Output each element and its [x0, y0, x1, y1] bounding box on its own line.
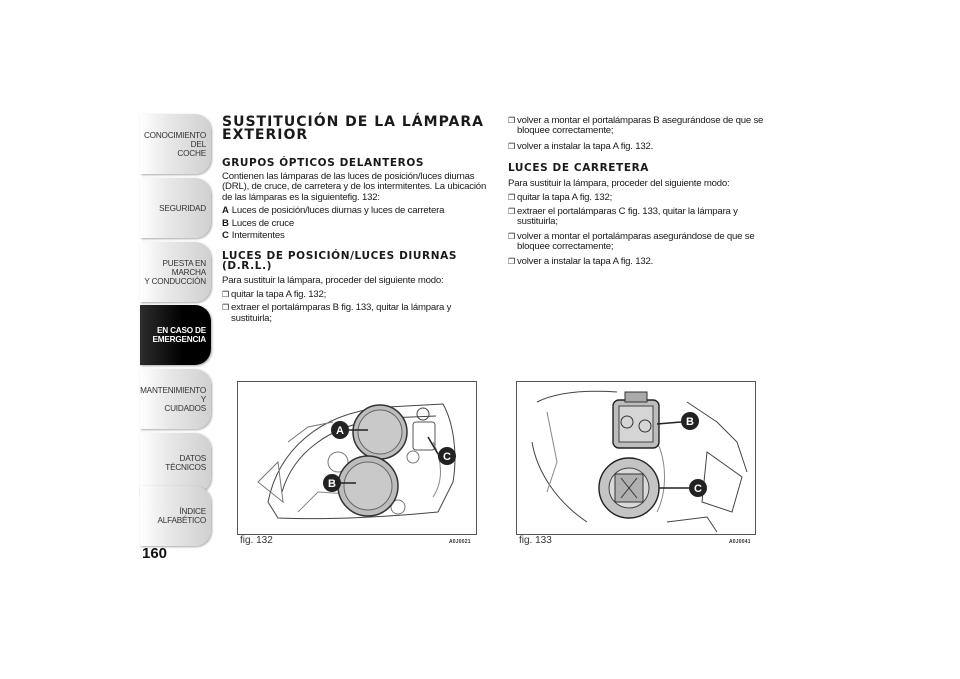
bullet-box-icon: ❒: [222, 303, 229, 313]
bullet-box-icon: ❒: [508, 256, 515, 266]
legend-key: A: [222, 205, 229, 217]
bullet-box-icon: ❒: [508, 192, 515, 202]
figure-caption: fig. 133: [519, 535, 552, 546]
step-item: ❒ volver a instalar la tapa A fig. 132.: [508, 140, 654, 152]
figure-133: [516, 381, 756, 535]
legend-key: C: [222, 230, 229, 242]
column-right: [508, 116, 780, 267]
step-item: ❒ volver a instalar la tapa A fig. 132.: [508, 255, 654, 267]
tab-seguridad[interactable]: [140, 178, 211, 238]
legend-row: [222, 219, 494, 229]
figure-label-c: C: [694, 483, 702, 495]
figure-caption: fig. 132: [240, 535, 273, 546]
tab-puesta-en-marcha[interactable]: [140, 242, 211, 302]
section-heading-luces-carretera: LUCES DE CARRETERA: [508, 162, 650, 175]
bullet-box-icon: ❒: [508, 116, 515, 125]
tab-label: CONOCIMIENTO DEL COCHE: [143, 130, 206, 158]
step-item: ❒ quitar la tapa A fig. 132;: [222, 288, 327, 300]
legend-key: B: [222, 217, 229, 229]
legend-text: Luces de posición/luces diurnas y luces de carretera: [231, 205, 445, 217]
step-item: ❒ quitar la tapa A fig. 132;: [508, 191, 613, 203]
legend-row: [222, 206, 494, 216]
page-number: 160: [142, 545, 168, 562]
tab-conocimiento-del-coche[interactable]: [140, 114, 211, 174]
section-paragraph: Contienen las lámparas de las luces de posición/luces diurnas (DRL), de cruce, de carretera y de los intermitentes. La ubicación de las lámparas es la siguientefig. 132:: [222, 171, 487, 203]
section-intro: Para sustituir la lámpara, proceder del siguiente modo:: [222, 275, 444, 287]
tab-label: PUESTA EN MARCHA Y CONDUCCIÓN: [144, 258, 206, 286]
page-title: SUSTITUCIÓN DE LA LÁMPARA EXTERIOR: [222, 114, 484, 143]
tab-label: MANTENIMIENTO Y CUIDADOS: [140, 385, 206, 413]
section-intro: Para sustituir la lámpara, proceder del siguiente modo:: [508, 178, 730, 190]
figure-132: [237, 381, 477, 535]
tab-indice-alfabetico[interactable]: [140, 486, 211, 546]
tab-label: SEGURIDAD: [159, 203, 206, 213]
legend-row: [222, 231, 494, 241]
tab-label: ÍNDICE ALFABÉTICO: [157, 507, 206, 525]
headlamp-illustration: [238, 382, 476, 534]
figure-label-a: A: [336, 425, 344, 437]
step-item: ❒ volver a montar el portalámparas asegurándose de que se bloquee correctamente;: [508, 230, 755, 253]
step-item: ❒ extraer el portalámparas C fig. 133, quitar la lámpara y sustituirla;: [508, 206, 738, 228]
bulb-holder-illustration: [517, 382, 755, 534]
bullet-box-icon: ❒: [222, 289, 229, 299]
figure-code: A0J0021: [449, 539, 471, 545]
bullet-box-icon: ❒: [508, 207, 515, 217]
tab-datos-tecnicos[interactable]: [140, 433, 211, 493]
bullet-box-icon: ❒: [508, 231, 515, 241]
tab-mantenimiento[interactable]: [140, 369, 211, 429]
section-heading-grupos-opticos: GRUPOS ÓPTICOS DELANTEROS: [222, 157, 425, 169]
tab-label: DATOS TÉCNICOS: [165, 454, 206, 472]
figure-label-b: B: [328, 478, 336, 490]
tab-en-caso-de-emergencia[interactable]: [140, 305, 211, 365]
figure-label-b: B: [686, 416, 694, 428]
section-heading-luces-posicion: LUCES DE POSICIÓN/LUCES DIURNAS (D.R.L.): [222, 250, 457, 273]
step-item: ❒ volver a montar el portalámparas B asegurándose de que se bloquee correctamente;: [508, 115, 764, 137]
tab-label: EN CASO DE EMERGENCIA: [152, 326, 206, 344]
legend-text: Luces de cruce: [231, 217, 294, 229]
legend-text: Intermitentes: [231, 230, 285, 242]
step-item: ❒ extraer el portalámparas B fig. 133, quitar la lámpara y sustituirla;: [222, 302, 452, 324]
bullet-box-icon: ❒: [508, 141, 515, 151]
figure-label-c: C: [443, 451, 451, 463]
figure-code: A0J0041: [729, 539, 751, 545]
column-left: [222, 158, 494, 324]
